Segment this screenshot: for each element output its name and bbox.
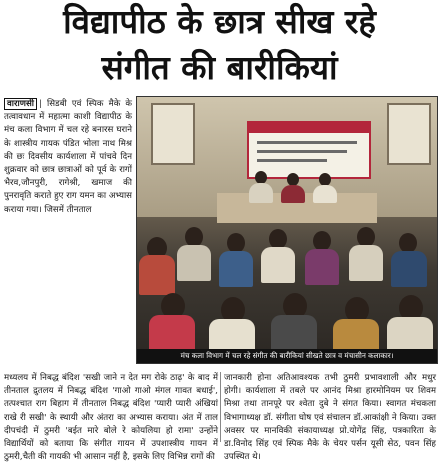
headline-line-1: विद्यापीठ के छात्र सीख रहे <box>63 2 376 41</box>
column-divider <box>220 372 221 442</box>
photo-caption: मंच कला विभाग में चल रहे संगीत की बारीकियां सीखते छात्र व मंचासीन कलाकार। <box>137 349 437 363</box>
audience-body <box>349 245 383 281</box>
audience-body <box>305 249 339 285</box>
performer-body <box>281 185 305 203</box>
article-column-left <box>4 98 132 370</box>
photo-window-left <box>151 103 195 165</box>
banner-text-line <box>257 150 347 153</box>
article-text-bottom-right: जानकारी होना अतिआवश्यक तभी ठुमरी प्रभावशाली और मधुर होगी। कार्यशाला में तबले पर आनंद मिश्रा हारमोनियम पर शिवम मिश्रा तथा तानपूरे पर श्वेता दुबे ने संगत किया। स्वागत मंचकला विभागाध्यक्ष डॉ. संगीता घोष एवं संचालन डॉ.आकांक्षी ने किया। उक्त अवसर पर मानविकी संकायाध्यक्ष प्रो.योगेंद्र सिंह, पत्रकारिता के डा.विनोद सिंह एवं स्पिक मैके के चेयर पर्सन यूसी सेठ, पवन सिंह उपस्थित थे। <box>224 373 436 463</box>
audience-body <box>139 255 175 295</box>
photo-window-right <box>387 103 431 165</box>
audience-body <box>391 251 427 287</box>
audience-head <box>185 227 203 247</box>
audience-body <box>219 251 253 287</box>
news-photo <box>136 96 438 364</box>
article-text-left-top: | सिडबी एवं स्पिक मैके के तत्वावधान में महात्मा काशी विद्यापीठ के मंच कला विभाग में चल रहे बनारस घराने के शास्त्रीय गायक पंडित भोला नाथ मिश्र की छः दिवसीय कार्यशाला में पांचवे दिन शुक्रवार को छात्र छात्राओं को पूर्व के रागों भैरव,जौनपुरी, रागेश्री, खमाज की पुनरावृति कराते हुए राग यमन का अभ्यास कराया गया। जिसमें तीनताल <box>4 99 132 215</box>
audience-head <box>357 227 375 247</box>
banner-top-bar <box>249 123 369 133</box>
headline-line-2: संगीत की बारीकियां <box>101 48 338 87</box>
audience-head <box>399 233 417 253</box>
audience-body <box>177 245 211 281</box>
banner-text-line <box>257 141 357 144</box>
performer-body <box>313 185 337 203</box>
audience-body <box>261 247 295 283</box>
audience-head <box>313 231 331 251</box>
photo-stage-banner <box>247 121 371 179</box>
audience-head <box>227 233 245 253</box>
banner-text-line <box>257 159 327 162</box>
performer-body <box>249 183 273 203</box>
audience-head <box>269 229 287 249</box>
article-text-bottom-left: मध्यलय में निबद्ध बंदिश 'सखी जाने न देत मग रोके ठाढ़' के बाद में तीनताल द्रुतलय में निबद्ध बंदिश 'गाओ गाओ मंगल गावत बधाई', तत्पश्चात राग बिहाग में तीनताल निबद्ध बंदिश 'प्यारी प्यारी अंखियां राखे री सखी' के स्थायी और अंतरा का अभ्यास कराया। अंत में ताल दीपचंदी में ठुमरी 'बईत मारे बोले रे कोयलिया हो रामा' उन्होंने विद्यार्थियों को बताया कि संगीत गायन में उपशास्त्रीय गायन में ठुमरी,चैती की गायकी भी आसान नहीं है, इसके लिए विभिन्न रागों की <box>4 373 218 463</box>
dateline: वाराणसी <box>4 98 37 110</box>
